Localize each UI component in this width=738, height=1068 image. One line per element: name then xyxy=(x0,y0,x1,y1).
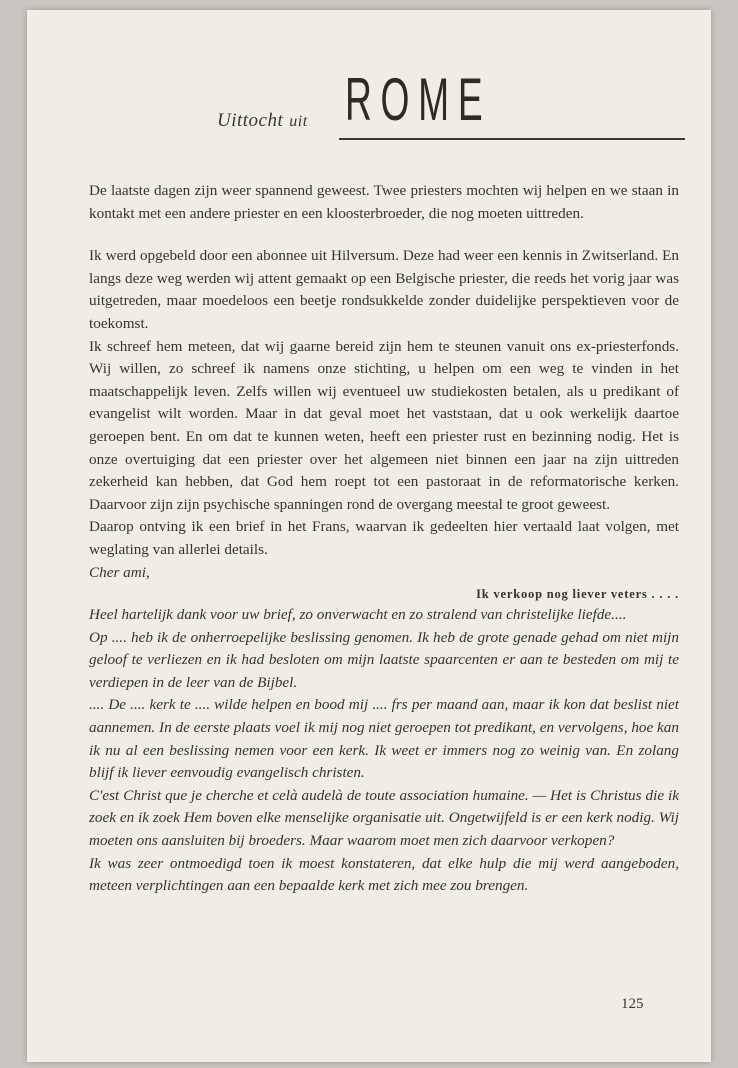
article-header xyxy=(217,66,685,142)
paragraph-4: Daarop ontving ik een brief in het Frans, waarvan ik gedeelten hier vertaald laat volgen, met weglating van allerlei details. xyxy=(89,518,679,558)
article-title: ROME xyxy=(345,66,492,133)
article-subtitle xyxy=(217,110,308,132)
article-body xyxy=(89,180,679,898)
subtitle-lead: Uittocht xyxy=(217,110,284,131)
paragraph-1: De laatste dagen zijn weer spannend geweest. Twee priesters mochten wij helpen en we staan in kontakt met een andere priester en een kloosterbroeder, die nog moeten uittreden. xyxy=(89,182,679,222)
section-aside: Ik verkoop nog liever veters . . . . xyxy=(476,587,679,602)
subtitle-uit: uit xyxy=(289,113,308,130)
document-page xyxy=(27,10,711,1062)
paragraph-2: Ik werd opgebeld door een abonnee uit Hilversum. Deze had weer een kennis in Zwitserland. En langs deze weg werden wij attent gemaakt op een Belgische priester, die reeds het vorig jaar was uitgetreden, maar moedeloos een beetje rondsukkelde zonder duidelijke perspektieven voor de toekomst. xyxy=(89,247,679,332)
letter-paragraph-5: Ik was zeer ontmoedigd toen ik moest konstateren, dat elke hulp die mij werd aangeboden, meteen verplichtingen aan een bepaalde kerk met zich mee zou brengen. xyxy=(89,854,679,895)
letter-paragraph-2: Op .... heb ik de onherroepelijke beslissing genomen. Ik heb de grote genade gehad om niet mijn geloof te verliezen en ik had besloten om mijn laatste spaarcenten er aan te besteden om mij te verdiepen in de leer van de Bijbel. xyxy=(89,628,679,691)
letter-paragraph-1: Heel hartelijk dank voor uw brief, zo onverwacht en zo stralend van christelijke liefde.... xyxy=(89,606,627,624)
letter-paragraph-3: .... De .... kerk te .... wilde helpen en bood mij .... frs per maand aan, maar ik kon dat beslist niet aannemen. In de eerste plaats voel ik mij nog niet geroepen tot predikant, en vervolgens, hoe kan ik nu al een beslissing nemen voor een kerk. Ik weet er immers nog zo weinig van. En zolang blijf ik liever eenvoudig evangelisch christen. xyxy=(89,696,679,782)
letter-paragraph-4: C'est Christ que je cherche et celà audelà de toute association humaine. — Het is Christus die ik zoek en ik zoek Hem boven elke menselijke organisatie uit. Ongetwijfeld is er een kerk nodig. Wij moeten ons aansluiten bij broeders. Maar waarom moet men zich daarvoor verkopen? xyxy=(89,786,679,850)
page-number: 125 xyxy=(621,996,644,1012)
letter-salutation: Cher ami, xyxy=(89,563,150,581)
title-underline xyxy=(339,138,685,140)
paragraph-3: Ik schreef hem meteen, dat wij gaarne bereid zijn hem te steunen vanuit ons ex-priesterfonds. Wij willen, zo schreef ik namens onze stichting, u helpen om een weg te vinden in het maatschappelijk leven. Zelfs willen wij eventueel uw studiekosten betalen, als u predikant of evangelist wilt worden. Maar in dat geval moet het vaststaan, dat u ook werkelijk daartoe geroepen bent. En om dat te kunnen weten, heeft een priester rust en bezinning nodig. Het is onze overtuiging dat een priester over het algemeen niet binnen een jaar na zijn uittreden zekerheid kan hebben, dat God hem roept tot een pastoraat in de reformatorische kerken. Daarvoor zijn zijn psychische spanningen rond de overgang meestal te groot geweest. xyxy=(89,337,679,513)
